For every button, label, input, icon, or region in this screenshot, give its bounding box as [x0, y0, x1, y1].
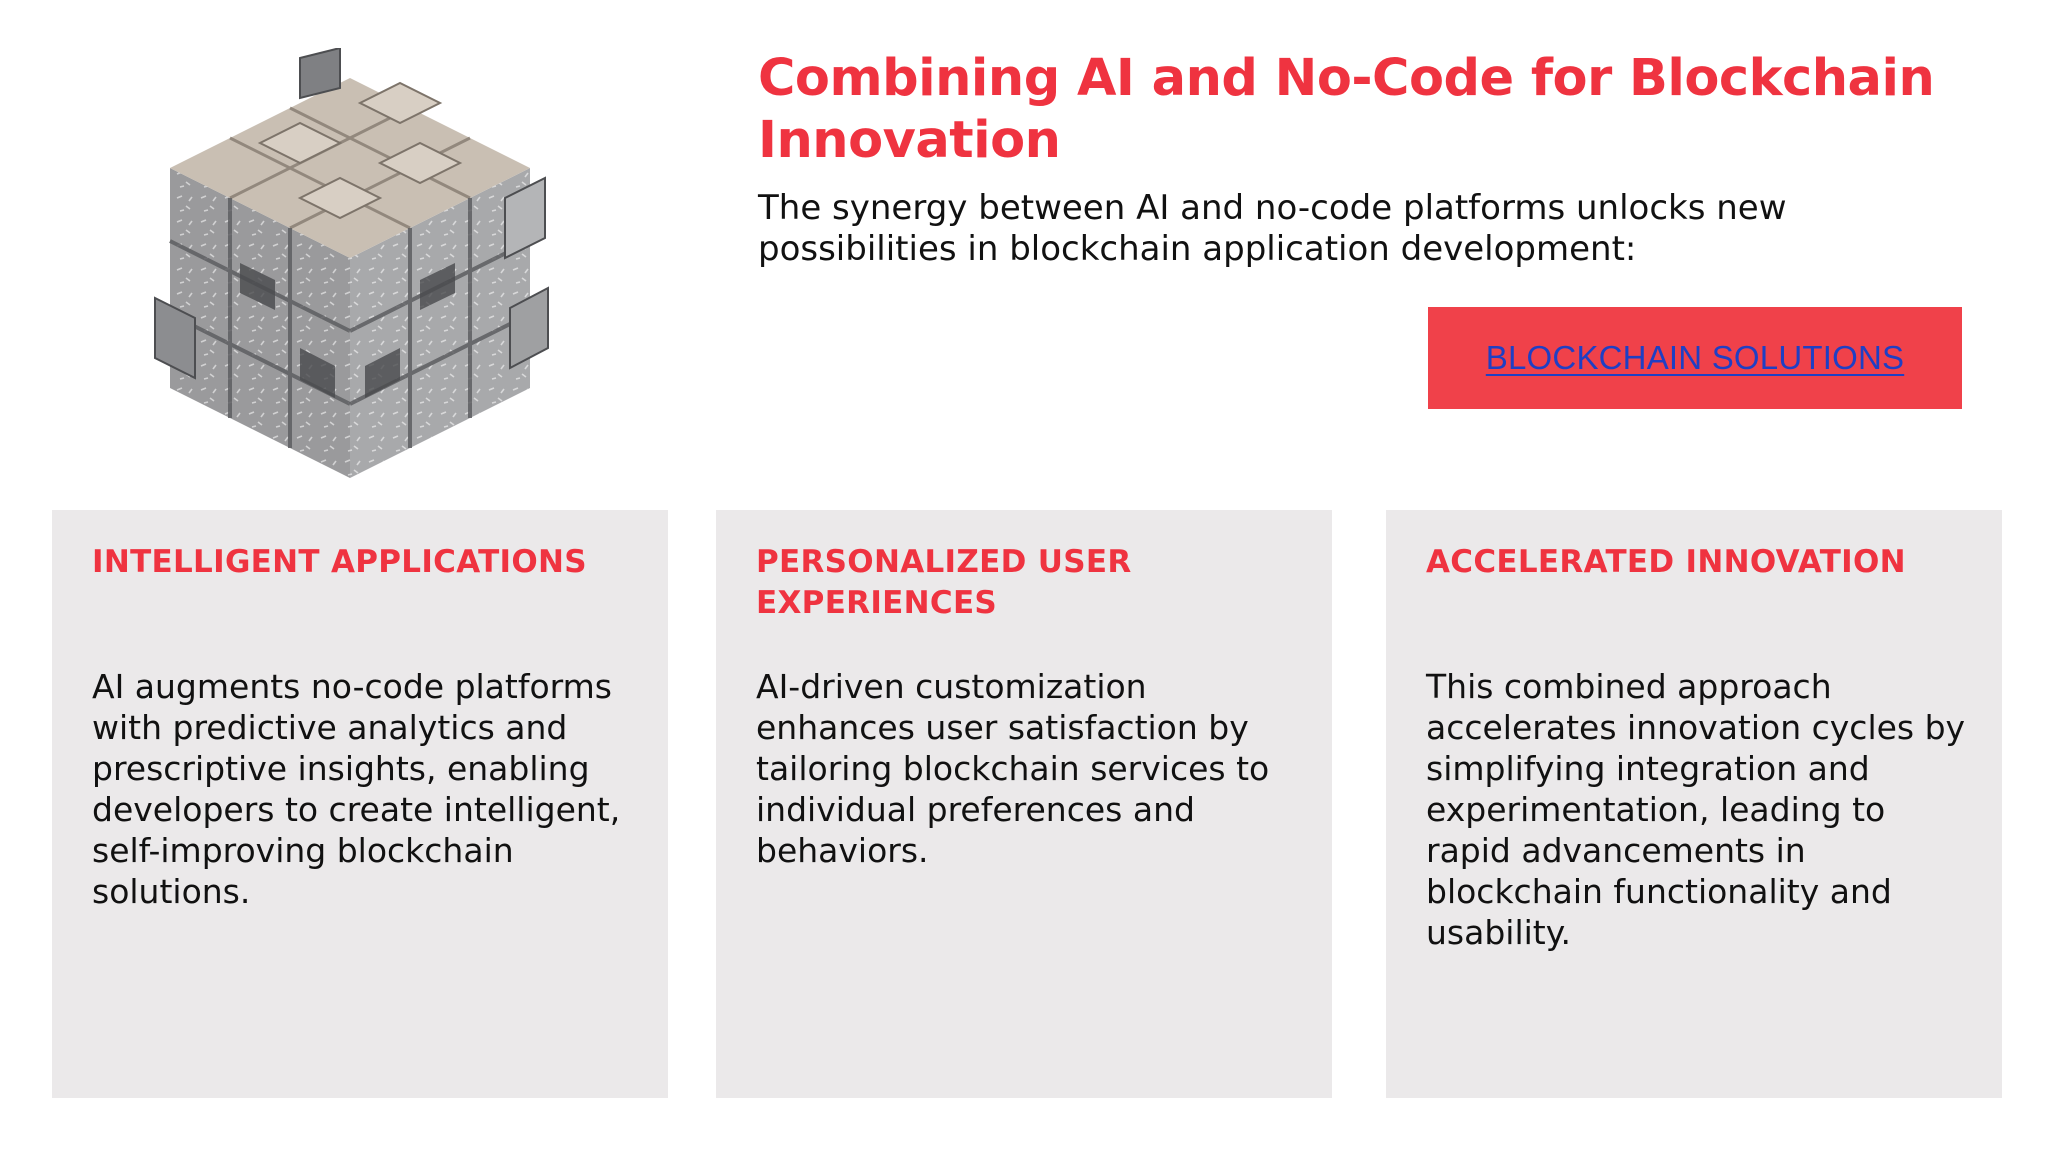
blockchain-cube-image: [150, 48, 550, 488]
blockchain-solutions-button[interactable]: [1428, 307, 1962, 409]
blockchain-solutions-link[interactable]: BLOCKCHAIN SOLUTIONS: [1485, 339, 1905, 376]
card-accelerated-innovation: [1386, 510, 2002, 1098]
card-body: AI augments no-code platforms with predictive analytics and prescriptive insights, enabling developers to create intelligent, self-improving blockchain solutions.: [92, 667, 621, 911]
card-title: INTELLIGENT APPLICATIONS: [92, 544, 587, 580]
card-title: ACCELERATED INNOVATION: [1426, 544, 1906, 580]
card-intelligent-applications: [52, 510, 668, 1098]
card-personalized-user-experiences: [716, 510, 1332, 1098]
card-title: PERSONALIZED USER EXPERIENCES: [756, 544, 1132, 621]
card-body: This combined approach accelerates innovation cycles by simplifying integration and experimentation, leading to rapid advancements in blockchain functionality and usability.: [1426, 667, 1966, 952]
page-subtitle: The synergy between AI and no-code platforms unlocks new possibilities in blockchain application development:: [758, 188, 1787, 269]
card-body: AI-driven customization enhances user satisfaction by tailoring blockchain services to individual preferences and behaviors.: [756, 667, 1270, 870]
page-title: Combining AI and No-Code for Blockchain Innovation: [758, 49, 1935, 170]
